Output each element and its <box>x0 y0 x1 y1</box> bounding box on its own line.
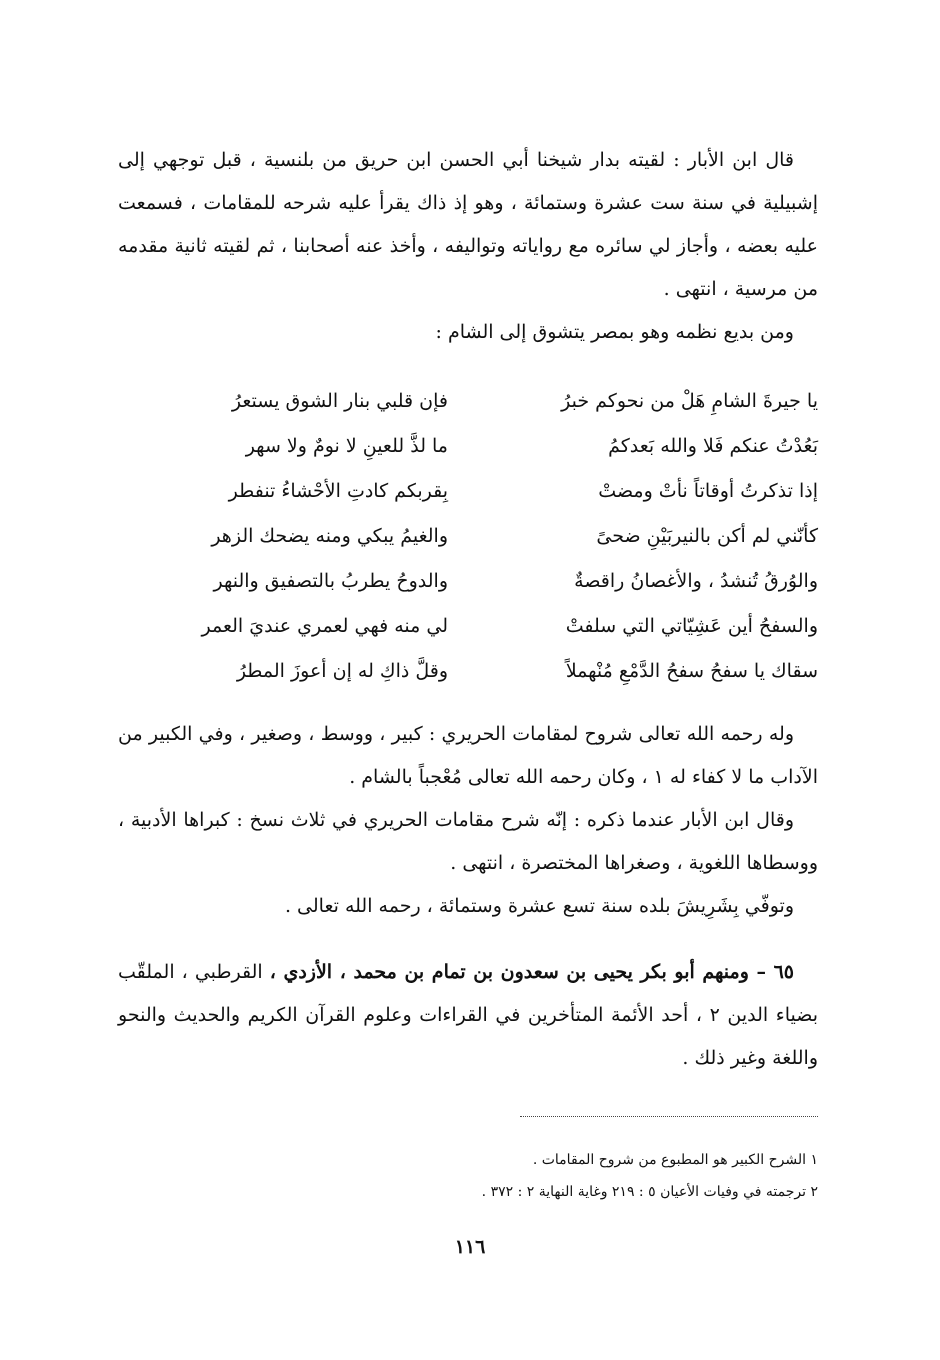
poem-hemistich-left: فإن قلبي بنار الشوق يستعرُ <box>231 389 448 412</box>
paragraph-poem-intro: ومن بديع نظمه وهو بمصر يتشوق إلى الشام : <box>435 321 794 343</box>
page-number: ١١٦ <box>454 1236 486 1258</box>
poem-verse <box>118 468 818 513</box>
poem-hemistich-left: لي منه فهي لعمري عنديَ العمر <box>201 614 448 637</box>
poem-hemistich-right: بَعُدْتُ عنكم فَلا والله بَعدكمُ <box>608 434 818 457</box>
poem-hemistich-left: وقلَّ ذاكِ له إن أعوزَ المطرُ <box>236 659 448 682</box>
poem-hemistich-left: ما لذَّ للعينِ لا نومٌ ولا سهر <box>245 434 448 457</box>
footnote-2: ٢ ترجمته في وفيات الأعيان ٥ : ٢١٩ وغاية النهاية ٢ : ٣٧٢ . <box>481 1184 818 1200</box>
poem-hemistich-right: إذا تذكرتُ أوقاتاً نأتْ ومضتْ <box>598 479 818 502</box>
poem-hemistich-right: سقاك يا سفحُ سفحُ الدَّمْعِ مُنْهملاً <box>565 659 818 682</box>
poem-hemistich-right: كأنّني لم أكن بالنيربَيْنِ ضحىً <box>596 524 818 547</box>
entry-text: القرطبي ، الملقّب بضياء الدين ٢ ، أحد الأئمة المتأخرين في القراءات وعلوم القرآن الكريم والحديث والنحو واللغة وغير ذلك . <box>118 961 818 1069</box>
poem-verse <box>118 603 818 648</box>
paragraph-death: وتوفّي بِشَرِيشَ بلده سنة تسع عشرة وستمائة ، رحمه الله تعالى . <box>284 895 794 917</box>
poem <box>118 378 818 693</box>
poem-verse <box>118 378 818 423</box>
poem-verse <box>118 558 818 603</box>
poem-hemistich-right: يا جيرةَ الشامِ هَلْ من نحوكم خبرُ <box>561 389 818 412</box>
poem-hemistich-left: والدوحُ يطربُ بالتصفيق والنهر <box>213 569 448 592</box>
poem-verse <box>118 423 818 468</box>
paragraph-commentaries: وله رحمه الله تعالى شروح لمقامات الحريري : كبير ، ووسط ، وصغير ، وفي الكبير من الآداب ما لا كفاء له ١ ، وكان رحمه الله تعالى مُعْجباً بالشام . <box>118 723 818 788</box>
poem-hemistich-left: والغيمُ يبكي ومنه يضحك الزهر <box>211 524 448 547</box>
poem-verse <box>118 648 818 693</box>
poem-hemistich-right: والسفحُ أين عَشِيّاتي التي سلفتْ <box>565 614 818 637</box>
middle-paragraphs <box>118 713 818 928</box>
footnotes <box>118 1144 818 1208</box>
poem-hemistich-left: بِقربكم كادتِ الأحْشاءُ تنفطر <box>228 479 448 502</box>
entry-paragraph <box>118 951 818 1080</box>
footnote-divider <box>520 1116 818 1117</box>
entry-heading: ٦٥ – ومنهم أبو بكر يحيى بن سعدون بن تمام بن محمد ، الأزدي ، <box>269 961 795 983</box>
footnote-1: ١ الشرح الكبير هو المطبوع من شروح المقامات . <box>532 1152 818 1168</box>
paragraph-ibn-al-abbar: قال ابن الأبار : لقيته بدار شيخنا أبي الحسن ابن حريق من بلنسية ، قبل توجهي إلى إشبيلية في سنة ست عشرة وستمائة ، وهو إذ ذاك يقرأ عليه شرحه للمقامات ، فسمعت عليه بعضه ، وأجاز لي سائره مع رواياته وتواليفه ، وأخذ عنه أصحابنا ، ثم لقيته ثانية مقدمه من مرسية ، انتهى . <box>118 149 818 300</box>
paragraph-three-copies: وقال ابن الأبار عندما ذكره : إنّه شرح مقامات الحريري في ثلاث نسخ : كبراها الأدبية ، ووسطاها اللغوية ، وصغراها المختصرة ، انتهى . <box>118 809 818 874</box>
poem-hemistich-right: والوُرقُ تُنشدُ ، والأغصانُ راقصةٌ <box>574 569 818 592</box>
top-paragraphs <box>118 139 818 354</box>
entry-65 <box>118 951 818 1080</box>
poem-verse <box>118 513 818 558</box>
